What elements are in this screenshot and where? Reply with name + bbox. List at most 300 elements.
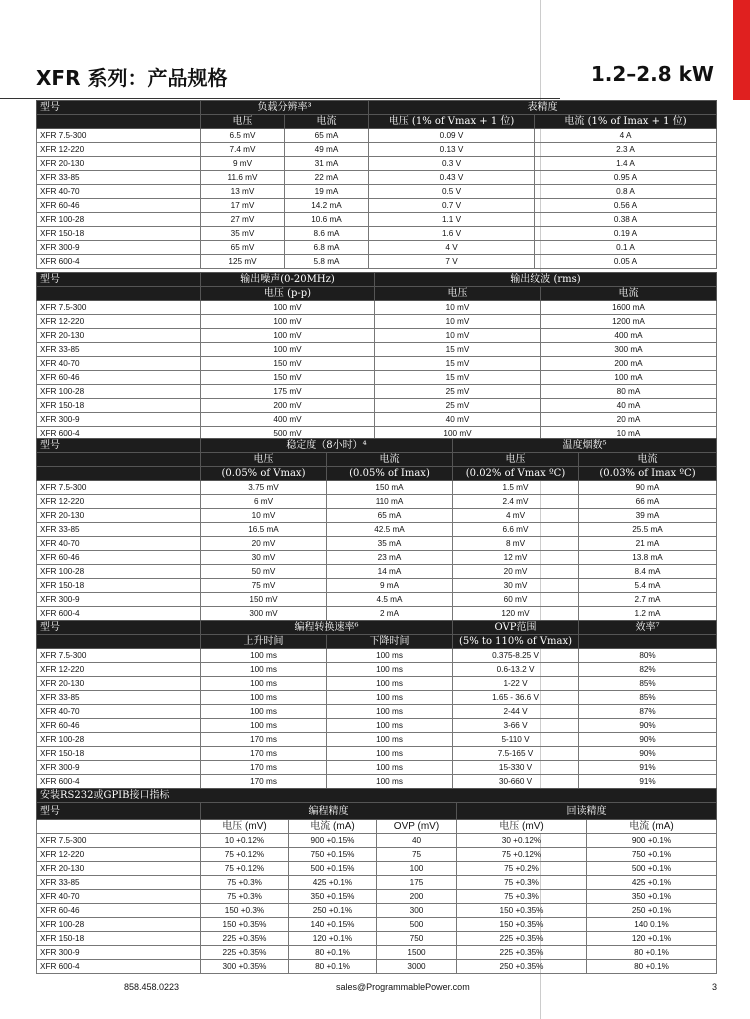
value-cell: 350 +0.1%	[587, 890, 717, 904]
model-cell: XFR 60-46	[37, 904, 201, 918]
value-cell: 75 +0.3%	[201, 876, 289, 890]
table-row	[37, 399, 717, 413]
value-cell: 31 mA	[285, 157, 369, 171]
table-row	[37, 848, 717, 862]
value-cell: 150 +0.3%	[201, 904, 289, 918]
value-cell: 75	[377, 848, 457, 862]
header-rule	[0, 98, 560, 99]
value-cell: 10 mV	[375, 301, 541, 315]
value-cell: 80%	[579, 649, 717, 663]
value-cell: 150 mV	[201, 593, 327, 607]
header-efficiency: 效率⁷	[579, 621, 717, 635]
value-cell: 2 mA	[327, 607, 453, 621]
model-cell: XFR 20-130	[37, 862, 201, 876]
value-cell: 100 ms	[327, 733, 453, 747]
accent-bar	[733, 0, 750, 100]
table-body	[37, 834, 717, 974]
value-cell: 750	[377, 932, 457, 946]
value-cell: 11.6 mV	[201, 171, 285, 185]
noise-ripple-section	[36, 272, 716, 441]
value-cell: 100 ms	[327, 705, 453, 719]
value-cell: 80 +0.1%	[289, 960, 377, 974]
model-cell: XFR 40-70	[37, 890, 201, 904]
value-cell: 4 A	[535, 129, 717, 143]
model-cell: XFR 20-130	[37, 157, 201, 171]
value-cell: 9 mV	[201, 157, 285, 171]
value-cell: 1.4 A	[535, 157, 717, 171]
model-cell: XFR 600-4	[37, 255, 201, 269]
value-cell: 0.7 V	[369, 199, 535, 213]
value-cell: 20 mV	[201, 537, 327, 551]
value-cell: 100 ms	[327, 649, 453, 663]
value-cell: 120 +0.1%	[587, 932, 717, 946]
model-cell: XFR 40-70	[37, 357, 201, 371]
model-cell: XFR 300-9	[37, 946, 201, 960]
value-cell: 100 mV	[201, 315, 375, 329]
model-cell: XFR 600-4	[37, 960, 201, 974]
model-cell: XFR 33-85	[37, 343, 201, 357]
value-cell: 150 +0.35%	[457, 904, 587, 918]
value-cell: 22 mA	[285, 171, 369, 185]
value-cell: 9 mA	[327, 579, 453, 593]
table-row	[37, 371, 717, 385]
table-row	[37, 579, 717, 593]
value-cell: 100 ms	[327, 719, 453, 733]
model-cell: XFR 60-46	[37, 551, 201, 565]
header-programming-accuracy: 编程精度	[201, 803, 457, 820]
header-model: 型号	[37, 803, 201, 820]
value-cell: 500	[377, 918, 457, 932]
value-cell: 30 mV	[453, 579, 579, 593]
value-cell: 1.1 V	[369, 213, 535, 227]
header-voltage: 电压	[201, 115, 285, 129]
value-cell: 0.38 A	[535, 213, 717, 227]
table-row	[37, 157, 717, 171]
value-cell: 0.95 A	[535, 171, 717, 185]
stability-temp-table	[36, 438, 717, 621]
value-cell: 150 +0.35%	[457, 918, 587, 932]
value-cell: 100 mV	[201, 301, 375, 315]
value-cell: 170 ms	[201, 747, 327, 761]
value-cell: 25.5 mA	[579, 523, 717, 537]
header-meter-accuracy: 表精度	[369, 101, 717, 115]
value-cell: 19 mA	[285, 185, 369, 199]
header-temp-voltage-sub: (0.02% of Vmax ºC)	[453, 467, 579, 481]
value-cell: 125 mV	[201, 255, 285, 269]
model-cell: XFR 20-130	[37, 509, 201, 523]
model-cell: XFR 300-9	[37, 241, 201, 255]
table-row	[37, 171, 717, 185]
value-cell: 110 mA	[327, 495, 453, 509]
value-cell: 6 mV	[201, 495, 327, 509]
table-row	[37, 876, 717, 890]
value-cell: 5.8 mA	[285, 255, 369, 269]
value-cell: 10 +0.12%	[201, 834, 289, 848]
value-cell: 1.65 - 36.6 V	[453, 691, 579, 705]
value-cell: 100 ms	[327, 775, 453, 789]
header-current-ma: 电流 (mA)	[289, 820, 377, 834]
value-cell: 27 mV	[201, 213, 285, 227]
header-voltage-pp: 电压 (p-p)	[201, 287, 375, 301]
model-cell: XFR 150-18	[37, 579, 201, 593]
value-cell: 90 mA	[579, 481, 717, 495]
value-cell: 100 mV	[201, 329, 375, 343]
model-cell: XFR 33-85	[37, 876, 201, 890]
value-cell: 5.4 mA	[579, 579, 717, 593]
value-cell: 300 mV	[201, 607, 327, 621]
table-row	[37, 343, 717, 357]
value-cell: 100 ms	[201, 719, 327, 733]
table-row	[37, 329, 717, 343]
header-voltage-mv: 电压 (mV)	[201, 820, 289, 834]
resolution-accuracy-section	[36, 100, 716, 269]
table-row	[37, 185, 717, 199]
value-cell: 0.43 V	[369, 171, 535, 185]
value-cell: 225 +0.35%	[201, 932, 289, 946]
value-cell: 14.2 mA	[285, 199, 369, 213]
header-current-sub: (0.05% of Imax)	[327, 467, 453, 481]
value-cell: 100 ms	[201, 691, 327, 705]
header-model: 型号	[37, 439, 201, 453]
value-cell: 175	[377, 876, 457, 890]
value-cell: 80 mA	[541, 385, 717, 399]
value-cell: 400 mV	[201, 413, 375, 427]
header-temp-voltage: 电压	[453, 453, 579, 467]
value-cell: 900 +0.15%	[289, 834, 377, 848]
value-cell: 75 +0.3%	[201, 890, 289, 904]
header-voltage-sub: (0.05% of Vmax)	[201, 467, 327, 481]
value-cell: 400 mA	[541, 329, 717, 343]
value-cell: 100 ms	[201, 663, 327, 677]
programming-accuracy-section	[36, 788, 716, 974]
model-cell: XFR 33-85	[37, 171, 201, 185]
value-cell: 170 ms	[201, 761, 327, 775]
value-cell: 300 mA	[541, 343, 717, 357]
model-cell: XFR 150-18	[37, 932, 201, 946]
value-cell: 425 +0.1%	[289, 876, 377, 890]
model-cell: XFR 100-28	[37, 385, 201, 399]
value-cell: 175 mV	[201, 385, 375, 399]
value-cell: 100 ms	[327, 747, 453, 761]
footer-email[interactable]: sales@ProgrammablePower.com	[336, 982, 470, 992]
model-cell: XFR 12-220	[37, 663, 201, 677]
value-cell: 15 mV	[375, 343, 541, 357]
value-cell: 500 +0.1%	[587, 862, 717, 876]
value-cell: 150 mV	[201, 371, 375, 385]
model-cell: XFR 300-9	[37, 593, 201, 607]
value-cell: 100 ms	[327, 761, 453, 775]
table-row	[37, 357, 717, 371]
interface-caption: 安装RS232或GPIB接口指标	[37, 789, 717, 803]
table-row	[37, 495, 717, 509]
header-temp-coefficient: 温度烟数⁵	[453, 439, 717, 453]
value-cell: 1.6 V	[369, 227, 535, 241]
value-cell: 75 +0.2%	[457, 862, 587, 876]
value-cell: 1.5 mV	[453, 481, 579, 495]
header-voltage: 电压	[375, 287, 541, 301]
table-row	[37, 199, 717, 213]
table-row	[37, 719, 717, 733]
table-row	[37, 143, 717, 157]
value-cell: 100	[377, 862, 457, 876]
model-cell: XFR 20-130	[37, 329, 201, 343]
model-cell: XFR 12-220	[37, 143, 201, 157]
value-cell: 150 mV	[201, 357, 375, 371]
value-cell: 2.7 mA	[579, 593, 717, 607]
header-model: 型号	[37, 621, 201, 635]
value-cell: 91%	[579, 775, 717, 789]
value-cell: 6.5 mV	[201, 129, 285, 143]
header-output-noise: 输出噪声(0-20MHz)	[201, 273, 375, 287]
value-cell: 91%	[579, 761, 717, 775]
model-cell: XFR 100-28	[37, 733, 201, 747]
header-voltage: 电压	[201, 453, 327, 467]
value-cell: 4.5 mA	[327, 593, 453, 607]
value-cell: 100 ms	[327, 677, 453, 691]
table-row	[37, 385, 717, 399]
header-meter-voltage: 电压 (1% of Vmax + 1 位)	[369, 115, 535, 129]
model-cell: XFR 600-4	[37, 775, 201, 789]
value-cell: 3000	[377, 960, 457, 974]
table-row	[37, 890, 717, 904]
value-cell: 0.09 V	[369, 129, 535, 143]
header-ovp-range: OVP范围	[453, 621, 579, 635]
table-row	[37, 523, 717, 537]
value-cell: 15-330 V	[453, 761, 579, 775]
value-cell: 120 +0.1%	[289, 932, 377, 946]
header-ovp-sub: (5% to 110% of Vmax)	[453, 635, 579, 649]
model-cell: XFR 100-28	[37, 213, 201, 227]
table-body	[37, 481, 717, 621]
value-cell: 10.6 mA	[285, 213, 369, 227]
value-cell: 6.8 mA	[285, 241, 369, 255]
value-cell: 100 mV	[201, 343, 375, 357]
value-cell: 90%	[579, 719, 717, 733]
value-cell: 13.8 mA	[579, 551, 717, 565]
value-cell: 1.2 mA	[579, 607, 717, 621]
value-cell: 21 mA	[579, 537, 717, 551]
model-cell: XFR 7.5-300	[37, 301, 201, 315]
table-row	[37, 551, 717, 565]
table-row	[37, 481, 717, 495]
value-cell: 65 mA	[285, 129, 369, 143]
model-cell: XFR 20-130	[37, 677, 201, 691]
header-model: 型号	[37, 101, 201, 115]
model-cell: XFR 150-18	[37, 227, 201, 241]
model-cell: XFR 100-28	[37, 565, 201, 579]
table-body	[37, 301, 717, 441]
value-cell: 200 mV	[201, 399, 375, 413]
table-row	[37, 213, 717, 227]
model-cell: XFR 40-70	[37, 185, 201, 199]
value-cell: 35 mV	[201, 227, 285, 241]
header-slew-rate: 编程转换速率⁶	[201, 621, 453, 635]
value-cell: 250 +0.1%	[587, 904, 717, 918]
value-cell: 0.56 A	[535, 199, 717, 213]
value-cell: 200 mA	[541, 357, 717, 371]
table-row	[37, 904, 717, 918]
value-cell: 40	[377, 834, 457, 848]
value-cell: 2.3 A	[535, 143, 717, 157]
value-cell: 30 mV	[201, 551, 327, 565]
table-row	[37, 315, 717, 329]
value-cell: 170 ms	[201, 775, 327, 789]
model-cell: XFR 40-70	[37, 537, 201, 551]
table-row	[37, 663, 717, 677]
value-cell: 100 mA	[541, 371, 717, 385]
value-cell: 225 +0.35%	[457, 932, 587, 946]
value-cell: 120 mV	[453, 607, 579, 621]
value-cell: 2.4 mV	[453, 495, 579, 509]
value-cell: 100 ms	[201, 705, 327, 719]
table-row	[37, 129, 717, 143]
value-cell: 10 mV	[375, 329, 541, 343]
table-row	[37, 918, 717, 932]
value-cell: 7.4 mV	[201, 143, 285, 157]
value-cell: 170 ms	[201, 733, 327, 747]
table-row	[37, 946, 717, 960]
model-cell: XFR 7.5-300	[37, 481, 201, 495]
model-cell: XFR 600-4	[37, 607, 201, 621]
value-cell: 1600 mA	[541, 301, 717, 315]
value-cell: 100 ms	[327, 663, 453, 677]
table-row	[37, 960, 717, 974]
value-cell: 20 mV	[453, 565, 579, 579]
value-cell: 750 +0.1%	[587, 848, 717, 862]
value-cell: 250 +0.35%	[457, 960, 587, 974]
page-title: XFR 系列：产品规格	[36, 66, 228, 90]
header-current: 电流	[327, 453, 453, 467]
value-cell: 20 mA	[541, 413, 717, 427]
value-cell: 65 mA	[327, 509, 453, 523]
value-cell: 25 mV	[375, 399, 541, 413]
value-cell: 30 +0.12%	[457, 834, 587, 848]
value-cell: 75 +0.3%	[457, 876, 587, 890]
model-cell: XFR 100-28	[37, 918, 201, 932]
header-readback-accuracy: 回读精度	[457, 803, 717, 820]
value-cell: 150 +0.35%	[201, 918, 289, 932]
value-cell: 7 V	[369, 255, 535, 269]
model-cell: XFR 150-18	[37, 399, 201, 413]
value-cell: 14 mA	[327, 565, 453, 579]
model-cell: XFR 7.5-300	[37, 129, 201, 143]
value-cell: 82%	[579, 663, 717, 677]
slew-ovp-table	[36, 620, 717, 789]
model-cell: XFR 33-85	[37, 523, 201, 537]
table-row	[37, 301, 717, 315]
value-cell: 2-44 V	[453, 705, 579, 719]
model-cell: XFR 7.5-300	[37, 649, 201, 663]
value-cell: 1200 mA	[541, 315, 717, 329]
resolution-accuracy-table	[36, 100, 717, 269]
model-cell: XFR 7.5-300	[37, 834, 201, 848]
value-cell: 85%	[579, 677, 717, 691]
table-row	[37, 607, 717, 621]
header-readback-current: 电流 (mA)	[587, 820, 717, 834]
header-rise-time: 上升时间	[201, 635, 327, 649]
value-cell: 0.3 V	[369, 157, 535, 171]
value-cell: 900 +0.1%	[587, 834, 717, 848]
model-cell: XFR 300-9	[37, 413, 201, 427]
value-cell: 100 ms	[201, 677, 327, 691]
header-meter-current: 电流 (1% of Imax + 1 位)	[535, 115, 717, 129]
value-cell: 500 +0.15%	[289, 862, 377, 876]
value-cell: 10 mA	[541, 427, 717, 441]
programming-accuracy-table	[36, 788, 717, 974]
value-cell: 750 +0.15%	[289, 848, 377, 862]
header-model: 型号	[37, 273, 201, 287]
table-row	[37, 691, 717, 705]
header-stability: 稳定度（8小时）⁴	[201, 439, 453, 453]
value-cell: 4 mV	[453, 509, 579, 523]
table-row	[37, 932, 717, 946]
value-cell: 85%	[579, 691, 717, 705]
value-cell: 75 +0.12%	[201, 862, 289, 876]
value-cell: 150 mA	[327, 481, 453, 495]
table-row	[37, 862, 717, 876]
value-cell: 75 +0.3%	[457, 890, 587, 904]
table-row	[37, 761, 717, 775]
value-cell: 140 +0.15%	[289, 918, 377, 932]
model-cell: XFR 60-46	[37, 371, 201, 385]
slew-ovp-section	[36, 620, 716, 789]
value-cell: 425 +0.1%	[587, 876, 717, 890]
value-cell: 60 mV	[453, 593, 579, 607]
model-cell: XFR 300-9	[37, 761, 201, 775]
page-number: 3	[712, 982, 718, 992]
value-cell: 100 ms	[201, 649, 327, 663]
value-cell: 100 mV	[375, 427, 541, 441]
table-row	[37, 255, 717, 269]
value-cell: 75 +0.12%	[201, 848, 289, 862]
value-cell: 500 mV	[201, 427, 375, 441]
value-cell: 8.4 mA	[579, 565, 717, 579]
value-cell: 3.75 mV	[201, 481, 327, 495]
table-row	[37, 241, 717, 255]
value-cell: 0.05 A	[535, 255, 717, 269]
value-cell: 300 +0.35%	[201, 960, 289, 974]
value-cell: 90%	[579, 747, 717, 761]
value-cell: 225 +0.35%	[201, 946, 289, 960]
value-cell: 5-110 V	[453, 733, 579, 747]
value-cell: 8.6 mA	[285, 227, 369, 241]
value-cell: 75 mV	[201, 579, 327, 593]
value-cell: 13 mV	[201, 185, 285, 199]
value-cell: 80 +0.1%	[587, 960, 717, 974]
value-cell: 0.13 V	[369, 143, 535, 157]
value-cell: 23 mA	[327, 551, 453, 565]
value-cell: 16.5 mA	[201, 523, 327, 537]
model-cell: XFR 12-220	[37, 315, 201, 329]
value-cell: 75 +0.12%	[457, 848, 587, 862]
value-cell: 35 mA	[327, 537, 453, 551]
table-row	[37, 537, 717, 551]
value-cell: 40 mV	[375, 413, 541, 427]
table-row	[37, 227, 717, 241]
value-cell: 300	[377, 904, 457, 918]
table-row	[37, 677, 717, 691]
value-cell: 200	[377, 890, 457, 904]
value-cell: 10 mV	[375, 315, 541, 329]
value-cell: 8 mV	[453, 537, 579, 551]
value-cell: 350 +0.15%	[289, 890, 377, 904]
value-cell: 250 +0.1%	[289, 904, 377, 918]
table-row	[37, 593, 717, 607]
value-cell: 12 mV	[453, 551, 579, 565]
table-row	[37, 775, 717, 789]
table-row	[37, 509, 717, 523]
header-output-ripple: 输出纹波 (rms)	[375, 273, 717, 287]
